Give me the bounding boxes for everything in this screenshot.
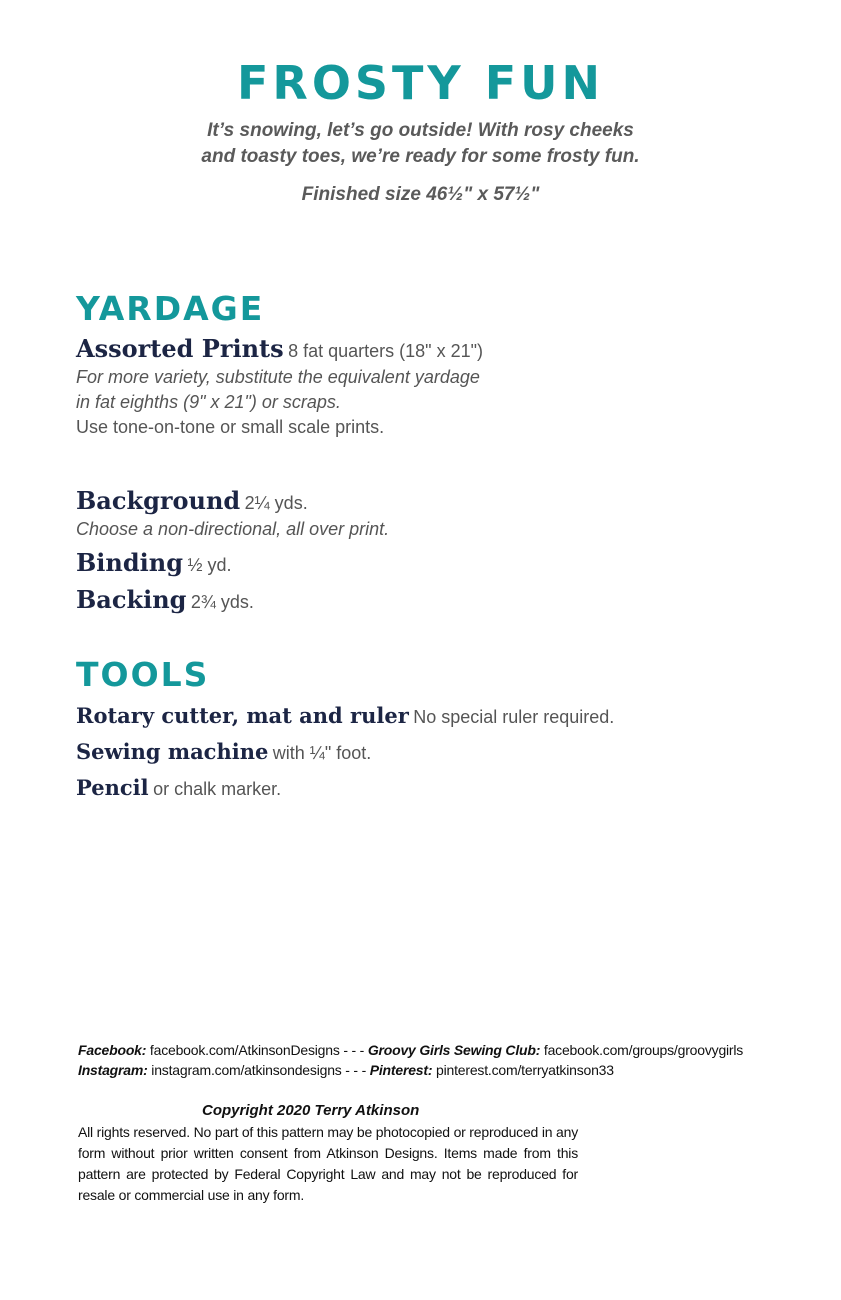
tool-name: Rotary cutter, mat and ruler <box>76 703 409 728</box>
tool-name: Sewing machine <box>76 739 269 764</box>
instagram-link[interactable]: instagram.com/atkinsondesigns <box>151 1062 342 1078</box>
page-title: FROSTY FUN <box>236 56 605 110</box>
binding-name: Binding <box>76 548 183 577</box>
social-line-1 <box>78 1040 743 1061</box>
separator: - - - <box>339 1042 368 1058</box>
groovy-girls-label: Groovy Girls Sewing Club: <box>367 1042 541 1058</box>
separator: - - - <box>341 1062 370 1078</box>
copyright-body: All rights reserved. No part of this pattern may be photocopied or reproduced in any form without prior written consent from Atkinson Designs. Items made from this pattern are protected by Federal Copyright Law and may not be reproduced for resale or commercial use in any form. <box>78 1124 578 1203</box>
copyright-title: Copyright 2020 Terry Atkinson <box>202 1102 420 1119</box>
tool-detail: or chalk marker. <box>153 779 282 799</box>
background-amount: 2¼ yds. <box>244 493 308 513</box>
finished-size: Finished size 46½" x 57½" <box>301 184 540 205</box>
pinterest-link[interactable]: pinterest.com/terryatkinson33 <box>436 1062 614 1078</box>
background-name: Background <box>76 486 241 515</box>
yardage-backing <box>76 584 254 620</box>
tool-name: Pencil <box>76 775 149 800</box>
tools-heading: TOOLS <box>76 655 210 694</box>
facebook-link[interactable]: facebook.com/AtkinsonDesigns <box>149 1042 340 1058</box>
yardage-binding <box>76 547 231 583</box>
tool-item <box>76 700 614 735</box>
yardage-heading: YARDAGE <box>76 289 265 328</box>
assorted-prints-note-3: Use tone-on-tone or small scale prints. <box>76 417 385 437</box>
social-line-2 <box>78 1060 614 1081</box>
instagram-label: Instagram: <box>78 1062 148 1078</box>
assorted-prints-note-1: For more variety, substitute the equivalent yardage <box>76 367 480 387</box>
tool-item <box>76 736 371 771</box>
pinterest-label: Pinterest: <box>369 1062 433 1078</box>
tagline-line-1: It’s snowing, let’s go outside! With rosy cheeks <box>207 120 634 141</box>
groovy-girls-link[interactable]: facebook.com/groups/groovygirls <box>543 1042 744 1058</box>
backing-amount: 2¾ yds. <box>190 592 254 612</box>
background-note: Choose a non-directional, all over print. <box>76 519 390 539</box>
tool-detail: No special ruler required. <box>413 707 615 727</box>
tool-item <box>76 772 281 807</box>
tool-detail: with ¼" foot. <box>272 743 372 763</box>
facebook-label: Facebook: <box>78 1042 147 1058</box>
backing-name: Backing <box>76 585 187 614</box>
assorted-prints-note-2: in fat eighths (9" x 21") or scraps. <box>76 392 341 412</box>
tagline <box>0 118 841 170</box>
assorted-prints-amount: 8 fat quarters (18" x 21") <box>288 341 483 361</box>
tagline-line-2: and toasty toes, we’re ready for some frosty fun. <box>201 146 640 167</box>
assorted-prints-name: Assorted Prints <box>76 334 284 363</box>
binding-amount: ½ yd. <box>187 555 232 575</box>
